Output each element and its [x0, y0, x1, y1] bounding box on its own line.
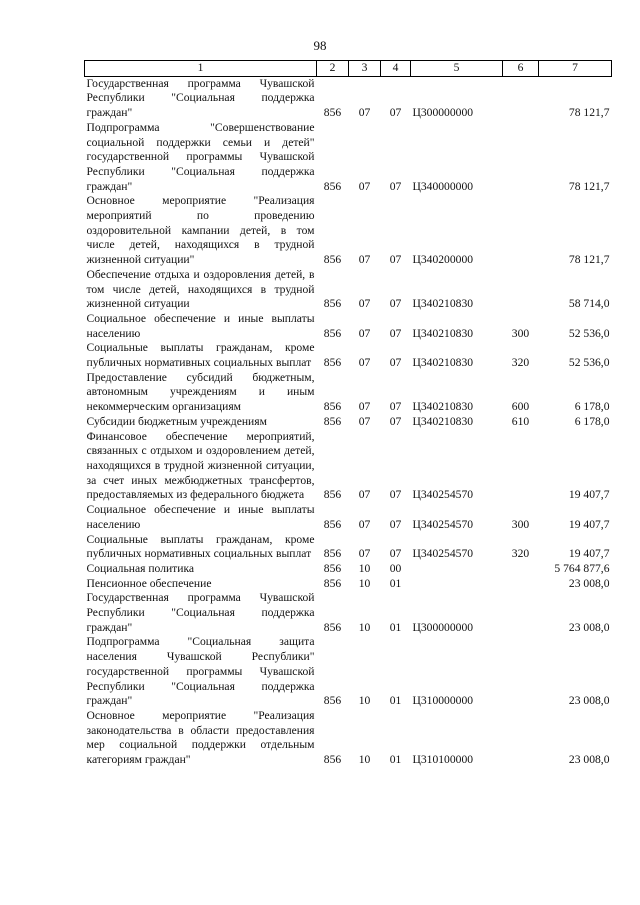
row-section-code: 10	[358, 753, 371, 767]
row-section-code: 07	[358, 517, 371, 531]
row-target-code: Ц300000000	[411, 76, 503, 121]
row-ministry-code: 856	[323, 561, 342, 575]
row-expense-type: 300	[511, 326, 530, 340]
row-amount: 23 008,0	[568, 753, 610, 767]
row-target-code: Ц340210830	[412, 326, 474, 340]
row-target-code: Ц340210830	[412, 356, 474, 370]
row-section-code: 10	[358, 561, 371, 575]
row-expense-type	[503, 76, 539, 121]
row-target-code: Ц300000000	[412, 620, 474, 634]
table-row	[85, 577, 612, 592]
row-subsection-code: 01	[389, 576, 402, 590]
row-name: Подпрограмма "Социальная защита населения Чувашской Республики" государственной программы Чувашской Республики "Социальная поддержка граждан"	[86, 635, 315, 708]
row-target-code: Ц340200000	[412, 253, 474, 267]
row-subsection-code: 07	[389, 488, 402, 502]
row-ministry-code: 856	[323, 694, 342, 708]
row-expense-type: 600	[511, 400, 530, 414]
table-row	[85, 194, 612, 268]
row-subsection-code: 07	[389, 297, 402, 311]
column-header: 5	[411, 61, 503, 77]
row-section-code: 10	[358, 620, 371, 634]
row-ministry-code: 856	[323, 517, 342, 531]
row-ministry-code: 856	[323, 753, 342, 767]
row-subsection-code: 01	[389, 753, 402, 767]
row-target-code: Ц340254570	[412, 547, 474, 561]
row-amount: 23 008,0	[568, 620, 610, 634]
row-name: Обеспечение отдыха и оздоровления детей, в том числе детей, находящихся в трудной жизненной ситуации	[86, 267, 315, 311]
row-subsection-code: 01	[389, 694, 402, 708]
row-name: Предоставление субсидий бюджетным, автономным учреждениям и иным некоммерческим организациям	[86, 370, 315, 414]
row-name: Социальные выплаты гражданам, кроме публичных нормативных социальных выплат	[86, 341, 315, 370]
row-target-code: Ц340210830	[412, 400, 474, 414]
row-name: Социальная политика	[86, 561, 195, 575]
row-ministry-code: 856	[323, 400, 342, 414]
row-amount: 52 536,0	[568, 326, 610, 340]
row-amount: 19 407,7	[568, 547, 610, 561]
row-name: Основное мероприятие "Реализация законодательства в области предоставления мер социальной поддержки отдельным категориям граждан"	[86, 708, 315, 767]
table-row	[85, 121, 612, 195]
row-name: Основное мероприятие "Реализация мероприятий по проведению оздоровительной кампании детей, в том числе детей, находящихся в трудной жизненной ситуации"	[86, 194, 315, 267]
row-amount: 19 407,7	[568, 488, 610, 502]
row-amount: 52 536,0	[568, 356, 610, 370]
row-subsection-code: 07	[389, 179, 402, 193]
column-header: 3	[349, 61, 381, 77]
row-target-code: Ц340210830	[412, 297, 474, 311]
row-amount: 78 121,7	[568, 179, 610, 193]
row-section-code: 07	[358, 400, 371, 414]
row-expense-type	[503, 194, 539, 268]
table-row	[85, 341, 612, 370]
table-row	[85, 533, 612, 562]
row-ministry-code: 856	[323, 297, 342, 311]
column-header: 7	[539, 61, 612, 77]
row-ministry-code: 856	[323, 253, 342, 267]
row-expense-type	[503, 562, 539, 577]
row-section-code: 10	[358, 694, 371, 708]
row-expense-type	[503, 635, 539, 709]
row-section-code: 07	[358, 179, 371, 193]
row-ministry-code: 856	[317, 76, 349, 121]
table-row	[85, 503, 612, 532]
row-ministry-code: 856	[323, 488, 342, 502]
row-amount: 19 407,7	[568, 517, 610, 531]
row-target-code: Ц310100000	[412, 753, 474, 767]
table-row	[85, 709, 612, 768]
row-subsection-code: 07	[389, 400, 402, 414]
table-row	[85, 591, 612, 635]
table-row	[85, 371, 612, 415]
row-expense-type: 320	[511, 547, 530, 561]
row-name: Подпрограмма "Совершенствование социальной поддержки семьи и детей" государственной программы Чувашской Республики "Социальная поддержка граждан"	[86, 120, 315, 193]
row-subsection-code: 01	[389, 620, 402, 634]
row-section-code: 07	[358, 488, 371, 502]
row-name: Субсидии бюджетным учреждениям	[86, 414, 267, 428]
row-amount: 58 714,0	[568, 297, 610, 311]
row-name: Социальное обеспечение и иные выплаты населению	[86, 311, 315, 340]
row-expense-type	[503, 591, 539, 635]
table-row	[85, 635, 612, 709]
table-row	[85, 268, 612, 312]
row-target-code: Ц340254570	[412, 517, 474, 531]
row-expense-type: 320	[511, 356, 530, 370]
row-section-code: 10	[358, 576, 371, 590]
row-section-code: 07	[358, 414, 371, 428]
column-header: 6	[503, 61, 539, 77]
row-amount: 5 764 877,6	[554, 561, 610, 575]
page-number: 98	[313, 38, 327, 53]
budget-table	[84, 60, 612, 768]
row-ministry-code: 856	[323, 547, 342, 561]
row-amount: 6 178,0	[574, 400, 610, 414]
row-amount: 23 008,0	[568, 576, 610, 590]
table-row	[85, 430, 612, 504]
table-row	[85, 562, 612, 577]
row-section-code: 07	[358, 547, 371, 561]
row-ministry-code: 856	[323, 326, 342, 340]
row-target-code: Ц340254570	[412, 488, 474, 502]
column-header: 4	[381, 61, 411, 77]
row-ministry-code: 856	[323, 576, 342, 590]
row-expense-type	[503, 577, 539, 592]
table-row	[85, 76, 612, 121]
row-subsection-code: 07	[389, 547, 402, 561]
row-expense-type	[503, 709, 539, 768]
row-expense-type: 300	[511, 517, 530, 531]
row-ministry-code: 856	[323, 414, 342, 428]
row-target-code: Ц340210830	[412, 414, 474, 428]
row-name: Социальные выплаты гражданам, кроме публичных нормативных социальных выплат	[86, 532, 315, 561]
row-subsection-code: 00	[389, 561, 402, 575]
row-expense-type	[503, 268, 539, 312]
row-subsection-code: 07	[381, 76, 411, 121]
row-expense-type	[503, 121, 539, 195]
row-amount: 23 008,0	[568, 694, 610, 708]
column-header: 2	[317, 61, 349, 77]
row-subsection-code: 07	[389, 326, 402, 340]
row-amount: 6 178,0	[574, 414, 610, 428]
row-name: Социальное обеспечение и иные выплаты населению	[86, 503, 315, 531]
row-target-code	[411, 577, 503, 592]
column-header: 1	[85, 61, 317, 77]
row-amount: 78 121,7	[539, 76, 612, 121]
row-section-code: 07	[358, 326, 371, 340]
row-section-code: 07	[358, 356, 371, 370]
row-name: Финансовое обеспечение мероприятий, связанных с отдыхом и оздоровлением детей, находящихся в трудной жизненной ситуации, за счет иных межбюджетных трансфертов, предоставляемых из федерального бюджета	[86, 429, 315, 502]
row-ministry-code: 856	[323, 620, 342, 634]
table-row	[85, 312, 612, 341]
row-target-code: Ц310000000	[412, 694, 474, 708]
row-subsection-code: 07	[389, 414, 402, 428]
table-header-row	[85, 61, 612, 77]
row-expense-type	[503, 430, 539, 504]
row-target-code: Ц340000000	[412, 179, 474, 193]
row-ministry-code: 856	[323, 179, 342, 193]
row-subsection-code: 07	[389, 517, 402, 531]
row-section-code: 07	[349, 76, 381, 121]
row-amount: 78 121,7	[568, 253, 610, 267]
row-name: Государственная программа Чувашской Республики "Социальная поддержка граждан"	[86, 591, 315, 634]
row-section-code: 07	[358, 253, 371, 267]
row-target-code	[411, 562, 503, 577]
row-subsection-code: 07	[389, 253, 402, 267]
row-expense-type: 610	[511, 414, 530, 428]
row-subsection-code: 07	[389, 356, 402, 370]
row-ministry-code: 856	[323, 356, 342, 370]
row-name: Пенсионное обеспечение	[86, 576, 212, 590]
row-section-code: 07	[358, 297, 371, 311]
row-name: Государственная программа Чувашской Республики "Социальная поддержка граждан"	[86, 76, 315, 120]
table-row	[85, 415, 612, 430]
